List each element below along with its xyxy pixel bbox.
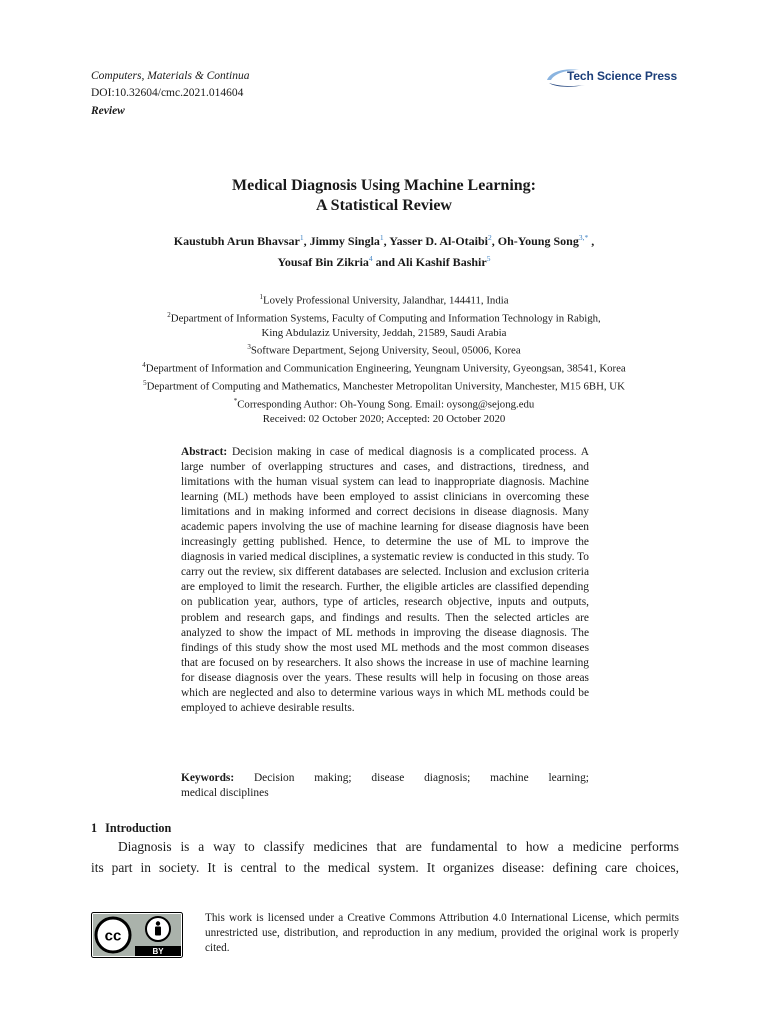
keywords-label: Keywords: [181, 772, 235, 784]
author-separator: , [588, 234, 595, 248]
section-number: 1 [91, 821, 98, 835]
abstract [181, 445, 589, 716]
intro-word: way [213, 839, 236, 854]
intro-word: It [426, 859, 435, 875]
author-name: Jimmy Singla [309, 234, 380, 248]
affiliation-mark: 3 [247, 343, 251, 352]
intro-word: a [557, 839, 564, 854]
keyword-word: disease [371, 772, 405, 784]
affiliation-text: Software Department, Sejong University, Seoul, 05006, Korea [250, 344, 521, 357]
journal-name: Computers, Materials & Continua [91, 70, 250, 82]
intro-word: classify [263, 839, 305, 854]
intro-word: medicine [572, 839, 622, 854]
intro-line-2 [91, 858, 679, 879]
title-line-2: A Statistical Review [316, 197, 452, 214]
intro-word: defining [552, 859, 598, 875]
author-separator: and [372, 255, 398, 269]
author-list [0, 229, 768, 271]
author-affiliation-mark: 2 [488, 233, 492, 242]
intro-word: is [180, 839, 190, 854]
affiliation-text: Department of Computing and Mathematics, Manchester Metropolitan University, Manchester, M15 6BH, UK [146, 380, 625, 393]
author-name: Ali Kashif Bashir [397, 255, 487, 269]
keyword-word: machine [490, 772, 529, 784]
author-line-2 [0, 250, 768, 271]
affiliation-mark: 5 [143, 378, 147, 387]
affiliation-text: Department of Information and Communication Engineering, Yeungnam University, Gyeongsan, 38541, Korea [145, 362, 626, 375]
affiliation-1 [0, 290, 768, 308]
received-accepted-dates: Received: 02 October 2020; Accepted: 20 October 2020 [262, 412, 506, 425]
intro-paragraph [91, 837, 679, 878]
keyword-word: diagnosis; [424, 772, 471, 784]
corresponding-author [0, 394, 768, 412]
intro-word: care [605, 859, 628, 875]
author-line-1 [0, 229, 768, 250]
intro-word: system. [378, 859, 419, 875]
intro-line-1 [91, 837, 679, 858]
abstract-text: Decision making in case of medical diagnosis is a complicated process. A large number of overlapping structures and cases, and distractions, tiredness, and limitations with the human visual system can lead to inappropriate diagnosis. Machine learning (ML) methods have been employed to assist clinicians in overcoming these limitations and in making informed and correct decisions in disease diagnosis. Many academic papers involving the use of machine learning for disease diagnosis have been increasingly getting published. Hence, to determine the use of ML to improve the diagnosis in varied medical disciplines, a systematic review is conducted in this study. To carry out the review, six different databases are selected. Inclusion and exclusion criteria are employed to limit the research. Further, the eligible articles are classified depending on publication year, authors, type of articles, research objective, inputs and outputs, problem and research gaps, and findings and results. Then the selected articles are analyzed to show the impact of ML methods in improving the disease diagnosis. The findings of this study show the most used ML methods and the most common diseases that are focused on by researchers. It also shows the increase in use of machine learning for disease diagnosis over the years. These results will help in focusing on those areas which are neglected and also to determine various ways in which ML methods could be employed to achieve desirable results. [181, 446, 589, 714]
intro-word: It [207, 859, 216, 875]
author-name: Yousaf Bin Zikria [277, 255, 369, 269]
affiliation-3 [0, 340, 768, 358]
intro-word: disease: [502, 859, 545, 875]
affiliation-mark: 4 [142, 360, 146, 369]
affiliations [0, 290, 768, 426]
publisher-name: Tech Science Press [567, 69, 678, 83]
keyword-word: making; [314, 772, 352, 784]
intro-word: to [244, 839, 255, 854]
section-title: Introduction [105, 821, 172, 835]
keyword-word: Decision [253, 772, 295, 784]
abstract-label: Abstract: [181, 446, 228, 458]
keywords [181, 771, 589, 801]
affiliation-mark: 1 [259, 293, 263, 301]
article-type: Review [91, 105, 125, 117]
author-affiliation-mark: 5 [486, 254, 491, 263]
affiliation-mark: * [233, 396, 238, 405]
keyword-word: learning; [548, 772, 589, 784]
affiliation-text: Lovely Professional University, Jalandhar, 144411, India [262, 294, 509, 307]
intro-word: how [525, 839, 549, 854]
publisher-logo [545, 67, 685, 89]
intro-word: medical [327, 859, 371, 875]
author-separator: , [303, 234, 310, 248]
section-heading [91, 821, 171, 836]
paper-title [0, 176, 768, 216]
author-affiliation-mark: 4 [368, 254, 373, 263]
intro-word: choices, [635, 859, 679, 875]
author-affiliation-mark: 1 [379, 233, 384, 242]
intro-word: central [240, 859, 277, 875]
intro-word: are [405, 839, 422, 854]
title-line-1: Medical Diagnosis Using Machine Learning: [231, 177, 536, 194]
corresponding-author-text: Corresponding Author: Oh-Young Song. Email: oysong@sejong.edu [237, 398, 535, 411]
intro-word: its [91, 859, 104, 875]
affiliation-2 [0, 308, 768, 326]
cc-icon-text: cc [104, 927, 122, 945]
author-separator: , [383, 234, 390, 248]
affiliation-text: Department of Information Systems, Faculty of Computing and Information Technology in Rabigh, [170, 312, 601, 325]
author-affiliation-mark: 3,* [578, 233, 589, 242]
intro-word: to [285, 859, 296, 875]
keywords-line-1 [181, 771, 589, 786]
keywords-line-2: medical disciplines [181, 787, 269, 800]
intro-word: fundamental [430, 839, 498, 854]
doi: DOI:10.32604/cmc.2021.014604 [91, 87, 244, 99]
intro-word: in [140, 859, 151, 875]
intro-word: organizes [442, 859, 495, 875]
author-name: Oh-Young Song [497, 234, 579, 248]
intro-word: that [376, 839, 397, 854]
license-text: This work is licensed under a Creative Commons Attribution 4.0 International License, which permits unrestricted use, distribution, and reproduction in any medium, provided the original work is properly cited. [205, 912, 679, 955]
affiliation-mark: 2 [167, 310, 171, 319]
affiliation-2-continued: King Abdulaziz University, Jeddah, 21589, Saudi Arabia [261, 326, 507, 339]
intro-word: is [223, 859, 233, 875]
affiliation-5 [0, 376, 768, 394]
intro-word: Diagnosis [118, 839, 172, 854]
intro-word: a [198, 839, 205, 854]
intro-word: medicines [313, 839, 368, 854]
affiliation-4 [0, 358, 768, 376]
intro-word: part [111, 859, 133, 875]
intro-word: the [303, 859, 320, 875]
cc-by-badge [91, 912, 183, 958]
intro-word: to [506, 839, 517, 854]
author-name: Kaustubh Arun Bhavsar [173, 234, 300, 248]
intro-word: performs [630, 839, 679, 854]
author-name: Yasser D. Al-Otaibi [389, 234, 489, 248]
author-separator: , [491, 234, 498, 248]
author-affiliation-mark: 1 [299, 233, 304, 242]
by-icon-text: BY [152, 947, 164, 956]
intro-word: society. [158, 859, 200, 875]
